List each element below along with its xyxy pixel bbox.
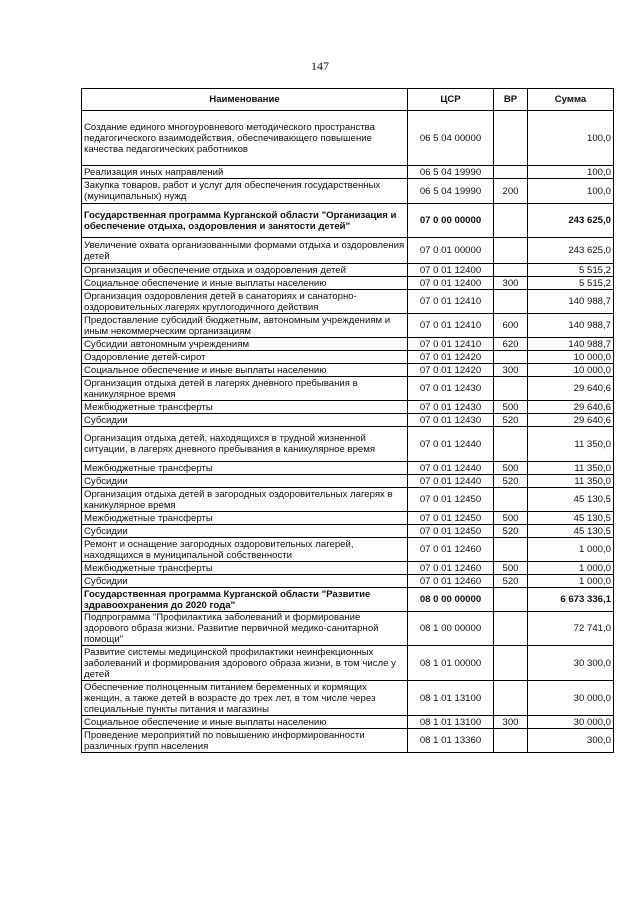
row-vr: 520 — [494, 414, 528, 427]
row-vr — [494, 646, 528, 681]
row-sum: 140 988,7 — [528, 290, 614, 314]
row-vr: 600 — [494, 314, 528, 338]
row-vr: 500 — [494, 512, 528, 525]
row-name: Предоставление субсидий бюджетным, автономным учреждениям и иным некоммерческим организациям — [82, 314, 408, 338]
row-csr: 08 1 01 00000 — [408, 646, 494, 681]
table-row — [82, 364, 614, 377]
row-csr: 07 0 01 12430 — [408, 414, 494, 427]
row-name: Государственная программа Курганской области "Развитие здравоохранения до 2020 года" — [82, 588, 408, 612]
row-sum: 140 988,7 — [528, 338, 614, 351]
row-sum: 10 000,0 — [528, 351, 614, 364]
table-row — [82, 427, 614, 462]
row-vr: 300 — [494, 364, 528, 377]
row-sum: 100,0 — [528, 166, 614, 179]
row-csr: 07 0 01 12460 — [408, 538, 494, 562]
table-row — [82, 646, 614, 681]
row-sum: 1 000,0 — [528, 575, 614, 588]
row-name: Организация и обеспечение отдыха и оздоровления детей — [82, 264, 408, 277]
row-vr: 520 — [494, 525, 528, 538]
row-name: Развитие системы медицинской профилактики неинфекционных заболеваний и формирования здорового образа жизни, в том числе у детей — [82, 646, 408, 681]
table-row — [82, 179, 614, 204]
row-name: Проведение мероприятий по повышению информированности различных групп населения — [82, 729, 408, 753]
table-row — [82, 338, 614, 351]
row-name: Создание единого многоуровневого методического пространства педагогического взаимодействия, обеспечивающего повышение качества педагогических работников — [82, 111, 408, 166]
row-name: Субсидии автономным учреждениям — [82, 338, 408, 351]
row-vr — [494, 538, 528, 562]
row-csr: 08 1 01 13360 — [408, 729, 494, 753]
row-csr: 08 0 00 00000 — [408, 588, 494, 612]
row-vr — [494, 351, 528, 364]
row-vr — [494, 612, 528, 646]
row-vr: 500 — [494, 562, 528, 575]
row-sum: 1 000,0 — [528, 562, 614, 575]
table-body — [82, 111, 614, 753]
table-row — [82, 538, 614, 562]
row-vr: 300 — [494, 716, 528, 729]
row-name: Обеспечение полноценным питанием беременных и кормящих женщин, а также детей в возрасте до трех лет, в том числе через специальные пункты питания и магазины — [82, 681, 408, 716]
row-csr: 07 0 01 12410 — [408, 290, 494, 314]
row-name: Государственная программа Курганской области "Организация и обеспечение отдыха, оздоровления и занятости детей" — [82, 204, 408, 238]
row-sum: 30 300,0 — [528, 646, 614, 681]
row-vr: 620 — [494, 338, 528, 351]
row-csr: 06 5 04 00000 — [408, 111, 494, 166]
row-sum: 5 515,2 — [528, 264, 614, 277]
table-row — [82, 111, 614, 166]
table-row — [82, 488, 614, 512]
row-name: Межбюджетные трансферты — [82, 462, 408, 475]
row-sum: 45 130,5 — [528, 525, 614, 538]
header-name: Наименование — [82, 89, 408, 111]
header-csr: ЦСР — [408, 89, 494, 111]
budget-table — [81, 88, 614, 753]
row-name: Увеличение охвата организованными формами отдыха и оздоровления детей — [82, 238, 408, 264]
row-csr: 08 1 00 00000 — [408, 612, 494, 646]
row-name: Межбюджетные трансферты — [82, 401, 408, 414]
row-sum: 243 625,0 — [528, 238, 614, 264]
table-row — [82, 351, 614, 364]
table-row — [82, 264, 614, 277]
row-sum: 72 741,0 — [528, 612, 614, 646]
table-row — [82, 525, 614, 538]
table-row — [82, 462, 614, 475]
row-vr — [494, 488, 528, 512]
row-name: Закупка товаров, работ и услуг для обеспечения государственных (муниципальных) нужд — [82, 179, 408, 204]
table-row — [82, 512, 614, 525]
row-vr — [494, 427, 528, 462]
header-sum: Сумма — [528, 89, 614, 111]
row-sum: 45 130,5 — [528, 488, 614, 512]
row-csr: 07 0 00 00000 — [408, 204, 494, 238]
row-csr: 08 1 01 13100 — [408, 716, 494, 729]
row-name: Межбюджетные трансферты — [82, 562, 408, 575]
table-row — [82, 166, 614, 179]
row-vr — [494, 290, 528, 314]
row-csr: 07 0 01 12430 — [408, 377, 494, 401]
table-row — [82, 401, 614, 414]
row-sum: 300,0 — [528, 729, 614, 753]
row-name: Межбюджетные трансферты — [82, 512, 408, 525]
row-csr: 07 0 01 12440 — [408, 427, 494, 462]
row-sum: 45 130,5 — [528, 512, 614, 525]
row-csr: 06 5 04 19990 — [408, 179, 494, 204]
row-csr: 07 0 01 12440 — [408, 462, 494, 475]
row-csr: 06 5 04 19990 — [408, 166, 494, 179]
row-name: Ремонт и оснащение загородных оздоровительных лагерей, находящихся в муниципальной собственности — [82, 538, 408, 562]
row-csr: 07 0 01 12410 — [408, 338, 494, 351]
table-row — [82, 414, 614, 427]
table-row — [82, 475, 614, 488]
row-sum: 100,0 — [528, 111, 614, 166]
table-row — [82, 716, 614, 729]
row-name: Субсидии — [82, 414, 408, 427]
row-name: Социальное обеспечение и иные выплаты населению — [82, 364, 408, 377]
row-vr — [494, 377, 528, 401]
row-csr: 07 0 01 12430 — [408, 401, 494, 414]
row-vr — [494, 264, 528, 277]
row-csr: 07 0 01 12400 — [408, 264, 494, 277]
row-name: Субсидии — [82, 475, 408, 488]
row-vr: 500 — [494, 462, 528, 475]
row-sum: 140 988,7 — [528, 314, 614, 338]
row-name: Организация отдыха детей в лагерях дневного пребывания в каникулярное время — [82, 377, 408, 401]
table-row — [82, 314, 614, 338]
row-vr — [494, 238, 528, 264]
row-csr: 07 0 01 12440 — [408, 475, 494, 488]
row-vr — [494, 729, 528, 753]
page-number: 147 — [311, 59, 329, 73]
row-sum: 30 000,0 — [528, 681, 614, 716]
row-vr: 500 — [494, 401, 528, 414]
row-name: Подпрограмма "Профилактика заболеваний и формирование здорового образа жизни. Развитие первичной медико-санитарной помощи" — [82, 612, 408, 646]
row-vr — [494, 681, 528, 716]
table-row — [82, 612, 614, 646]
table-row — [82, 562, 614, 575]
row-vr — [494, 204, 528, 238]
table-row — [82, 681, 614, 716]
row-csr: 07 0 01 12420 — [408, 351, 494, 364]
table-row — [82, 204, 614, 238]
row-name: Оздоровление детей-сирот — [82, 351, 408, 364]
row-csr: 07 0 01 12420 — [408, 364, 494, 377]
table-row — [82, 575, 614, 588]
row-csr: 07 0 01 12450 — [408, 488, 494, 512]
row-csr: 07 0 01 12460 — [408, 575, 494, 588]
row-sum: 1 000,0 — [528, 538, 614, 562]
row-vr: 520 — [494, 575, 528, 588]
row-name: Организация отдыха детей в загородных оздоровительных лагерях в каникулярное время — [82, 488, 408, 512]
row-sum: 29 640,6 — [528, 377, 614, 401]
row-csr: 07 0 01 12450 — [408, 512, 494, 525]
row-csr: 07 0 01 00000 — [408, 238, 494, 264]
row-csr: 07 0 01 12450 — [408, 525, 494, 538]
row-sum: 11 350,0 — [528, 475, 614, 488]
row-sum: 30 000,0 — [528, 716, 614, 729]
row-sum: 11 350,0 — [528, 427, 614, 462]
row-sum: 29 640,6 — [528, 401, 614, 414]
row-sum: 29 640,6 — [528, 414, 614, 427]
row-sum: 100,0 — [528, 179, 614, 204]
row-name: Реализация иных направлений — [82, 166, 408, 179]
row-csr: 08 1 01 13100 — [408, 681, 494, 716]
row-csr: 07 0 01 12400 — [408, 277, 494, 290]
row-vr: 520 — [494, 475, 528, 488]
table-row — [82, 377, 614, 401]
row-sum: 243 625,0 — [528, 204, 614, 238]
row-sum: 5 515,2 — [528, 277, 614, 290]
row-vr: 300 — [494, 277, 528, 290]
row-vr — [494, 111, 528, 166]
row-name: Субсидии — [82, 525, 408, 538]
row-name: Организация оздоровления детей в санаториях и санаторно-оздоровительных лагерях круглогодичного действия — [82, 290, 408, 314]
table-row — [82, 238, 614, 264]
row-name: Социальное обеспечение и иные выплаты населению — [82, 716, 408, 729]
table-row — [82, 588, 614, 612]
row-csr: 07 0 01 12410 — [408, 314, 494, 338]
row-vr: 200 — [494, 179, 528, 204]
row-csr: 07 0 01 12460 — [408, 562, 494, 575]
row-sum: 10 000,0 — [528, 364, 614, 377]
row-sum: 11 350,0 — [528, 462, 614, 475]
row-vr — [494, 166, 528, 179]
table-header-row — [82, 89, 614, 111]
row-name: Субсидии — [82, 575, 408, 588]
table-row — [82, 290, 614, 314]
row-vr — [494, 588, 528, 612]
row-sum: 6 673 336,1 — [528, 588, 614, 612]
row-name: Организация отдыха детей, находящихся в трудной жизненной ситуации, в лагерях дневного пребывания в каникулярное время — [82, 427, 408, 462]
table-row — [82, 729, 614, 753]
header-vr: ВР — [494, 89, 528, 111]
row-name: Социальное обеспечение и иные выплаты населению — [82, 277, 408, 290]
table-row — [82, 277, 614, 290]
